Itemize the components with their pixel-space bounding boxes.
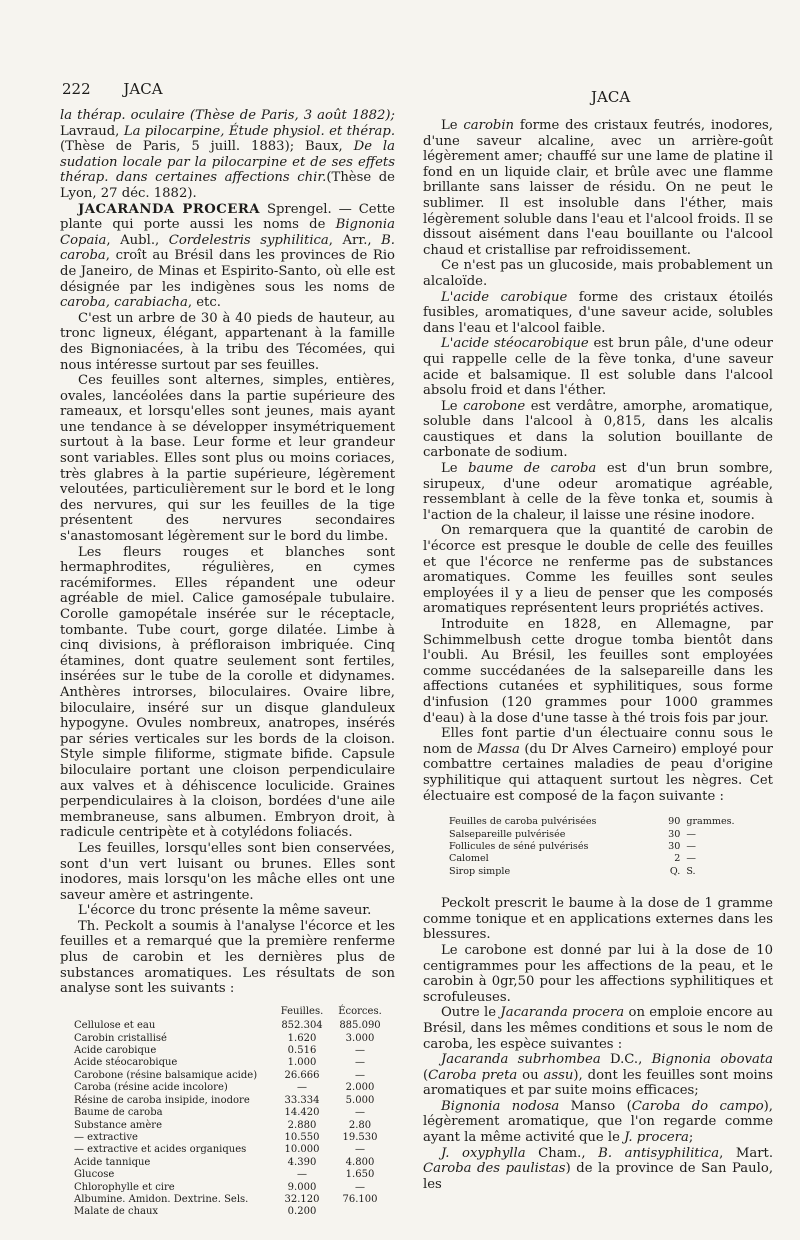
body-paragraph <box>423 461 773 523</box>
italic-run: Bignonia Copaia <box>60 217 395 248</box>
leaves-value: 26.666 <box>284 1069 320 1081</box>
leaves-value: — <box>297 1169 307 1181</box>
text-run: Cham., <box>525 1145 599 1161</box>
page-number: 222 <box>62 80 91 98</box>
ingredient: Feuilles de caroba pulvérisées <box>449 816 597 828</box>
text-run: est brun pâle, d'une odeur qui rappelle celle de la fève tonka, d'une saveur acide et balsamique. Il est soluble dans l'alcool absolu froid et dans l'éther. <box>423 336 773 399</box>
text-run: ( <box>423 1067 429 1083</box>
unit: — <box>686 828 696 840</box>
table-row <box>74 1070 389 1082</box>
ingredient: Calomel <box>449 853 489 865</box>
quantity: 30 <box>668 840 681 852</box>
text-run: est verdâtre, amorphe, aromatique, soluble dans l'alcool à 0,815, dans les alcalis caustiques et dans la solution bouillante de carbonate de sodium. <box>423 398 773 461</box>
bark-value: — <box>355 1045 365 1057</box>
leaves-value: 0.516 <box>287 1045 317 1057</box>
body-paragraph: L'écorce du tronc présente la même saveur. <box>78 903 372 919</box>
italic-run: La pilocarpine, Étude physiol. et thérap. <box>123 123 396 139</box>
row-label: Caroba (résine acide incolore) <box>74 1082 228 1094</box>
entry-paragraph <box>60 202 395 311</box>
italic-run: L'acide carobique <box>441 289 568 305</box>
row-label: — extractive <box>74 1131 138 1143</box>
italic-run: Massa <box>477 741 520 757</box>
text-run: Outre le <box>441 1005 501 1021</box>
bark-value: 19.530 <box>342 1131 378 1143</box>
analysis-table <box>74 1005 389 1219</box>
leaves-value: 0.200 <box>287 1206 317 1218</box>
table-row <box>74 1045 389 1057</box>
table-row <box>74 1206 389 1218</box>
text-run: , croît au Brésil dans les provinces de Rio de Janeiro, de Minas et Espirito-Santo, où elle est désignée par les indigènes sous les noms de <box>60 248 395 295</box>
table-row <box>74 1057 389 1069</box>
row-label: Baume de caroba <box>74 1107 163 1119</box>
right-column <box>423 118 773 1192</box>
quantity: 90 <box>668 816 681 828</box>
table-row <box>74 1120 389 1132</box>
table-row <box>74 1082 389 1094</box>
italic-run: Caroba preta <box>428 1067 518 1083</box>
column-header-leaves: Feuilles. <box>280 1005 324 1017</box>
quantity: 2 <box>674 853 681 865</box>
body-paragraph: Le carobone est donné par lui à la dose de 10 centigrammes pour les affections de la peau, et le carobin à 0gr,50 pour les affections syphilitiques et scrofuleuses. <box>423 942 773 1005</box>
row-label: Acide carobique <box>74 1045 157 1057</box>
text-run: est d'un brun sombre, sirupeux, d'une odeur aromatique agréable, ressemblant à celle de la fève tonka et, soumis à l'action de la chaleur, il laisse une résine inodore. <box>423 461 773 523</box>
recipe-row <box>449 841 749 853</box>
italic-run: De la sudation locale par la pilocarpine et de ses effets thérap. dans certaines affections chir. <box>60 139 395 186</box>
column-header-bark: Écorces. <box>338 1005 382 1017</box>
italic-run: B. caroba <box>60 232 395 264</box>
leaves-value: 1.000 <box>287 1057 317 1069</box>
table-row <box>74 1169 389 1181</box>
header-title-left: JACA <box>123 80 163 98</box>
bark-value <box>331 1206 389 1218</box>
header-title-right: JACA <box>591 88 631 106</box>
body-paragraph <box>423 1052 773 1099</box>
italic-run: Jacaranda subrhombea <box>441 1052 601 1068</box>
recipe-row <box>449 816 749 828</box>
body-paragraph <box>423 118 773 258</box>
body-paragraph <box>423 290 773 337</box>
leaves-value: 2.880 <box>287 1119 317 1131</box>
italic-run: baume de caroba <box>468 461 597 477</box>
left-column <box>60 108 395 1225</box>
table-row <box>74 1182 389 1194</box>
recipe-row <box>449 866 749 878</box>
bark-value: 2.80 <box>348 1119 372 1131</box>
entry-text <box>60 202 395 311</box>
text-run: ; <box>688 1130 694 1146</box>
text-run: forme des cristaux étoilés fusibles, aromatiques, d'une saveur acide, solubles dans l'eau et l'alcool faible. <box>423 289 773 336</box>
text-run: ou <box>517 1067 544 1083</box>
table-row <box>74 1020 389 1032</box>
bark-value: — <box>355 1144 365 1156</box>
body-paragraph: C'est un arbre de 30 à 40 pieds de hauteur, au tronc ligneux, élégant, appartenant à la famille des Bignoniacées, à la tribu des Técomées, qui nous intéresse surtout par ses feuilles. <box>60 310 395 373</box>
bark-value: 2.000 <box>345 1082 375 1094</box>
body-paragraph: Les fleurs rouges et blanches sont hermaphrodites, régulières, en cymes racémiformes. Elles répandent une odeur agréable de miel. Calice gamosépale tubulaire. Corolle gamopétale insérée sur le réceptacle, tombante. Tube court, gorge dilatée. Limbe à cinq divisions, à préfloraison imbriquée. Cinq étamines, dont quatre seulement sont fertiles, insérées sur le tube de la corolle et didynames. Anthères introrses, biloculaires. Ovaire libre, biloculaire, inséré sur un disque glanduleux hypogyne. Ovules nombreux, anatropes, insérés par séries verticales sur les bords de la cloison. Style simple filiforme, stigmate bifide. Capsule biloculaire portant une cloison perpendiculaire aux valves et à déhiscence loculicide. Graines perpendiculaires à la cloison, bordées d'une aile membraneuse, sans albumen. Embryon droit, à radicule centripète et à cotylédons foliacés. <box>60 544 395 841</box>
body-paragraph <box>423 1146 773 1193</box>
ingredient: Sirop simple <box>449 865 511 877</box>
row-label: Acide stéocarobique <box>74 1057 178 1069</box>
italic-run: Bignonia obovata <box>651 1052 774 1068</box>
text-run: forme des cristaux feutrés, inodores, d'une saveur alcaline, avec un arrière-goût légèrement amer; chauffé sur une lame de platine il fond en un liquide clair, et brûle avec une flamme brillante sans laisser de résidu. On ne peut le sublimer. Il est insoluble dans l'éther, mais légèrement soluble dans l'eau et l'alcool froids. Il se dissout aisément dans l'eau bouillante ou l'alcool chaud et cristallise par refroidissement. <box>423 118 773 258</box>
leaves-value: 32.120 <box>284 1193 320 1205</box>
row-label: Cellulose et eau <box>74 1020 156 1032</box>
body-paragraph: Les feuilles, lorsqu'elles sont bien conservées, sont d'un vert luisant ou brunes. Elles sont inodores, mais lorsqu'on les mâche elles ont une saveur amère et astringente. <box>60 840 395 903</box>
row-label: Glucose <box>74 1169 115 1181</box>
table-row <box>74 1132 389 1144</box>
text-run: , Aubl., <box>106 232 169 248</box>
italic-run: assu <box>543 1067 574 1083</box>
quantity: 30 <box>668 828 681 840</box>
bark-value: 885.090 <box>339 1020 381 1032</box>
leaves-value: 14.420 <box>284 1107 320 1119</box>
text-run: ), dont les feuilles sont moins aromatiques et par suite moins efficaces; <box>423 1067 773 1099</box>
body-paragraph: Ces feuilles sont alternes, simples, entières, ovales, lancéolées dans la partie supérieure des rameaux, et lorsqu'elles sont jeunes, mais ayant une tendance à se développer insymétriquement surtout à la base. Leur forme et leur grandeur sont variables. Elles sont plus ou moins coriaces, très glabres à la partie supérieure, légèrement veloutées, particulièrement sur le bord et le long des nervures, qui sur les feuilles de la tige présentent des nervures secondaires s'anastomosant légèrement sur le bord du limbe. <box>60 373 395 545</box>
italic-run: carobin <box>463 118 515 133</box>
body-paragraph: On remarquera que la quantité de carobin de l'écorce est presque le double de celle des feuilles et que l'écorce ne renferme pas de substances aromatiques. Comme les feuilles sont seules employées il y a lieu de penser que les composés aromatiques représentent leurs propriétés actives. <box>423 523 773 617</box>
bark-value: 3.000 <box>345 1032 375 1044</box>
italic-run: la thérap. oculaire (Thèse de Paris, 3 août 1882); <box>60 108 395 123</box>
leaves-value: — <box>297 1082 307 1094</box>
italic-run: B. antisyphilitica <box>598 1145 720 1161</box>
table-row <box>74 1157 389 1169</box>
italic-run: Caroba do campo <box>631 1098 764 1114</box>
bark-value: 4.800 <box>345 1156 375 1168</box>
row-label: Carobone (résine balsamique acide) <box>74 1069 258 1081</box>
recipe-row <box>449 853 749 865</box>
italic-run: Caroba des paulistas <box>423 1161 566 1177</box>
table-row <box>74 1144 389 1156</box>
italic-run: carobone <box>463 398 526 414</box>
row-label: Acide tannique <box>74 1156 151 1168</box>
table-row <box>74 1107 389 1119</box>
text-run: (Thèse de Lyon, 27 déc. 1882). <box>60 170 395 201</box>
running-header-left <box>62 80 163 98</box>
row-label: Résine de caroba insipide, inodore <box>74 1094 250 1106</box>
leaves-value: 1.620 <box>287 1032 317 1044</box>
italic-run: J. oxyphylla <box>441 1145 526 1161</box>
text-run: , etc. <box>187 295 221 311</box>
bark-value: 5.000 <box>345 1094 375 1106</box>
text-run: Elles font partie d'un électuaire connu sous le nom de <box>423 726 773 757</box>
italic-run: caroba, carabiacha <box>60 295 188 311</box>
table-row <box>74 1194 389 1206</box>
bark-value: 1.650 <box>345 1169 375 1181</box>
entry-heading: JACARANDA PROCERA <box>78 201 261 217</box>
text-run: , Mart. <box>719 1145 774 1161</box>
row-label: — extractive et acides organiques <box>74 1144 247 1156</box>
body-paragraph: Peckolt prescrit le baume à la dose de 1 gramme comme tonique et en applications externes dans les blessures. <box>423 896 773 943</box>
quantity: Q. <box>669 865 681 877</box>
text-run: (du Dr Alves Carneiro) employé pour combattre certaines maladies de peau d'origine syphilitique qui attaquent surtout les nègres. Cet électuaire est composé de la façon suivante : <box>423 741 773 804</box>
leaves-value: 4.390 <box>287 1156 317 1168</box>
leaves-value: 33.334 <box>284 1094 320 1106</box>
table-row <box>74 1095 389 1107</box>
body-paragraph: Ce n'est pas un glucoside, mais probablement un alcaloïde. <box>423 258 773 289</box>
bark-value: — <box>355 1069 365 1081</box>
recipe-row <box>449 829 749 841</box>
text-run: Sprengel. — Cette plante qui porte aussi les noms de <box>60 201 395 233</box>
text-run: , Arr., <box>328 232 382 248</box>
text-run: on emploie encore au Brésil, dans les mêmes conditions et sous le nom de caroba, les espèce suivantes : <box>423 1005 773 1052</box>
recipe-table <box>449 816 749 878</box>
leaves-value: 10.550 <box>284 1131 320 1143</box>
row-label: Substance amère <box>74 1119 163 1131</box>
body-paragraph <box>423 726 773 804</box>
ingredient: Follicules de séné pulvérisés <box>449 840 589 852</box>
unit: grammes. <box>686 816 735 828</box>
text-run: Le <box>441 118 464 133</box>
leaves-value: 10.000 <box>284 1144 320 1156</box>
unit: — <box>686 853 696 865</box>
text-run: ) de la province de San Paulo, les <box>423 1161 774 1192</box>
table-row <box>74 1033 389 1045</box>
text-run: (Thèse de Paris, 5 juill. 1883); Baux, <box>60 139 354 155</box>
leaves-value: 852.304 <box>281 1020 323 1032</box>
row-label: Carobin cristallisé <box>74 1032 167 1044</box>
body-paragraph <box>423 399 773 461</box>
references-paragraph <box>60 108 395 202</box>
bark-value: — <box>355 1107 365 1119</box>
italic-run: Cordelestris syphilitica <box>168 232 329 248</box>
leaves-value: 9.000 <box>287 1181 317 1193</box>
bark-value: — <box>355 1181 365 1193</box>
text-run: Lavraud, <box>60 123 124 139</box>
row-label: Malate de chaux <box>74 1206 159 1218</box>
italic-run: Jacaranda procera <box>500 1005 625 1021</box>
text-run: ), légèrement aromatique, que l'on regarde comme ayant la même activité que le <box>423 1098 773 1146</box>
ingredient: Salsepareille pulvérisée <box>449 828 566 840</box>
body-paragraph <box>423 1005 773 1052</box>
italic-run: J. procera <box>624 1130 689 1146</box>
body-paragraph <box>423 336 773 398</box>
row-label: Albumine. Amidon. Dextrine. Sels. <box>74 1193 249 1205</box>
italic-run: Bignonia nodosa <box>441 1098 560 1114</box>
bark-value: 76.100 <box>342 1193 378 1205</box>
body-paragraph <box>423 1099 773 1146</box>
unit: S. <box>686 865 696 877</box>
bark-value: — <box>355 1057 365 1069</box>
text-run: Manso ( <box>559 1098 632 1114</box>
italic-run: L'acide stéocarobique <box>441 336 589 352</box>
text-run: D.C., <box>600 1052 652 1068</box>
text-run: Le <box>441 461 469 477</box>
body-paragraph: Th. Peckolt a soumis à l'analyse l'écorce et les feuilles et a remarqué que la première renferme plus de carobin et les dernières plus de substances aromatiques. Les résultats de son analyse sont les suivants : <box>60 918 395 997</box>
row-label: Chlorophylle et cire <box>74 1181 175 1193</box>
unit: — <box>686 840 696 852</box>
text-run: Le <box>441 398 464 414</box>
body-paragraph: Introduite en 1828, en Allemagne, par Schimmelbush cette drogue tomba bientôt dans l'oubli. Au Brésil, les feuilles sont employées comme succédanées de la salsepareille dans les affections cutanées et syphilitiques, sous forme d'infusion (120 grammes pour 1000 grammes d'eau) à la dose d'une tasse à thé trois fois par jour. <box>423 617 773 726</box>
